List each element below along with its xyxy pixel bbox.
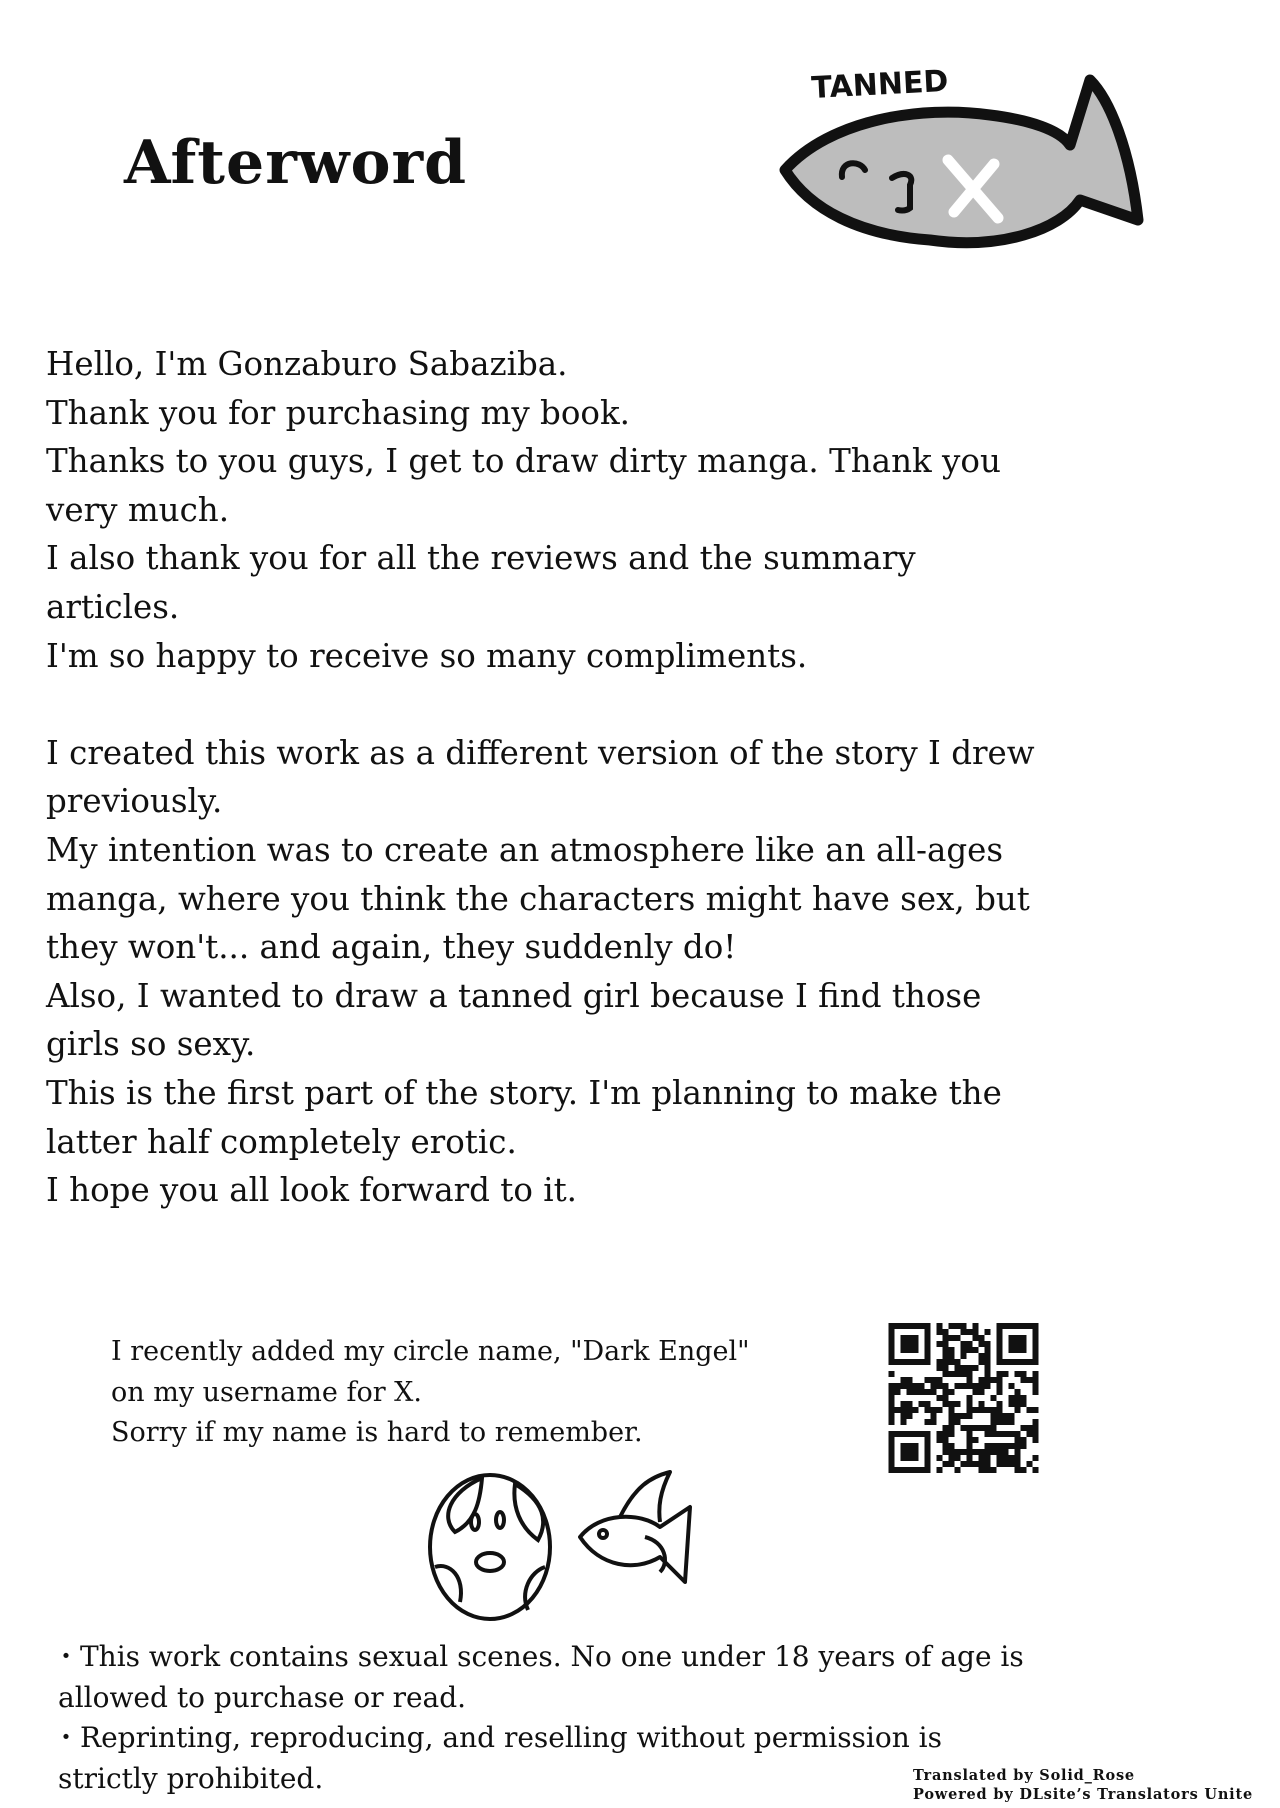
qr-module: [991, 1395, 997, 1401]
qr-module: [949, 1419, 955, 1425]
qr-module: [967, 1365, 973, 1371]
qr-module: [991, 1443, 997, 1449]
qr-module: [979, 1425, 985, 1431]
qr-module: [931, 1377, 937, 1383]
qr-module: [1015, 1467, 1021, 1473]
qr-module: [895, 1407, 901, 1413]
tanned-fish-illustration: [770, 60, 1150, 270]
qr-module: [961, 1329, 967, 1335]
qr-module: [1021, 1437, 1027, 1443]
qr-module: [985, 1365, 991, 1371]
note-line: on my username for X.: [111, 1376, 422, 1408]
qr-module: [985, 1461, 991, 1467]
qr-module: [1021, 1401, 1027, 1407]
qr-module: [1009, 1335, 1027, 1353]
qr-module: [967, 1461, 973, 1467]
qr-module: [937, 1455, 943, 1461]
body-line: they won't... and again, they suddenly do!: [46, 928, 737, 967]
qr-module: [1003, 1371, 1009, 1377]
qr-code[interactable]: [888, 1323, 1039, 1473]
qr-module: [1033, 1383, 1039, 1389]
notices-line: allowed to purchase or read.: [58, 1680, 467, 1714]
qr-module: [955, 1359, 961, 1365]
qr-module: [997, 1431, 1003, 1437]
qr-module: [985, 1347, 991, 1353]
qr-module: [937, 1323, 943, 1329]
qr-module: [1003, 1419, 1009, 1425]
qr-module: [997, 1443, 1003, 1449]
qr-module: [1003, 1431, 1009, 1437]
credits-line: Translated by Solid_Rose: [913, 1767, 1135, 1784]
qr-module: [991, 1449, 997, 1455]
qr-module: [967, 1383, 973, 1389]
qr-module: [943, 1425, 949, 1431]
qr-module: [979, 1389, 985, 1395]
qr-module: [985, 1359, 991, 1365]
qr-module: [973, 1449, 979, 1455]
qr-module: [1015, 1389, 1021, 1395]
qr-module: [1033, 1389, 1039, 1395]
qr-module: [997, 1449, 1003, 1455]
qr-module: [1009, 1383, 1015, 1389]
qr-module: [973, 1347, 979, 1353]
qr-module: [949, 1431, 955, 1437]
qr-module: [1009, 1395, 1015, 1401]
qr-module: [955, 1467, 961, 1473]
qr-module: [1003, 1413, 1009, 1419]
qr-module: [955, 1419, 961, 1425]
qr-module: [1015, 1461, 1021, 1467]
qr-module: [1021, 1425, 1027, 1431]
qr-module: [943, 1401, 949, 1407]
qr-module: [967, 1437, 973, 1443]
qr-module: [979, 1455, 985, 1461]
body-line: latter half completely erotic.: [46, 1122, 517, 1161]
qr-module: [889, 1401, 895, 1407]
qr-module: [901, 1377, 907, 1383]
qr-module: [985, 1455, 991, 1461]
qr-module: [1027, 1461, 1033, 1467]
qr-module: [961, 1413, 967, 1419]
qr-module: [889, 1383, 895, 1389]
body-line: manga, where you think the characters might have sex, but: [46, 879, 1030, 918]
qr-module: [889, 1419, 895, 1425]
qr-module: [973, 1407, 979, 1413]
qr-module: [907, 1401, 913, 1407]
qr-module: [1033, 1419, 1039, 1425]
qr-module: [1015, 1371, 1021, 1377]
qr-module: [931, 1389, 937, 1395]
qr-module: [985, 1371, 991, 1377]
qr-module: [889, 1395, 895, 1401]
qr-module: [895, 1389, 901, 1395]
qr-module: [973, 1329, 979, 1335]
qr-module: [907, 1413, 913, 1419]
qr-module: [985, 1383, 991, 1389]
qr-module: [1021, 1371, 1027, 1377]
qr-module: [979, 1377, 985, 1383]
notices-line: ・This work contains sexual scenes. No one under 18 years of age is: [52, 1640, 1024, 1673]
qr-module: [961, 1341, 967, 1347]
qr-module: [1021, 1467, 1027, 1473]
qr-module: [961, 1323, 967, 1329]
qr-module: [967, 1407, 973, 1413]
qr-module: [1009, 1431, 1015, 1437]
qr-module: [889, 1407, 895, 1413]
qr-module: [943, 1389, 949, 1395]
note-line: Sorry if my name is hard to remember.: [111, 1417, 643, 1448]
qr-module: [907, 1389, 913, 1395]
qr-module: [1033, 1377, 1039, 1383]
qr-module: [1021, 1443, 1027, 1449]
qr-module: [997, 1461, 1003, 1467]
qr-module: [967, 1413, 973, 1419]
qr-module: [967, 1431, 973, 1437]
qr-module: [889, 1371, 895, 1377]
qr-module: [943, 1431, 949, 1437]
qr-module: [1033, 1425, 1039, 1431]
qr-module: [889, 1389, 895, 1395]
qr-module: [1009, 1419, 1015, 1425]
qr-module: [961, 1347, 967, 1353]
qr-module: [985, 1431, 991, 1437]
qr-module: [985, 1425, 991, 1431]
qr-module: [931, 1413, 937, 1419]
qr-module: [949, 1359, 955, 1365]
qr-module: [913, 1407, 919, 1413]
qr-module: [955, 1401, 961, 1407]
qr-module: [1033, 1371, 1039, 1377]
qr-module: [1033, 1455, 1039, 1461]
qr-module: [967, 1329, 973, 1335]
qr-module: [985, 1341, 991, 1347]
qr-module: [1015, 1449, 1021, 1455]
qr-module: [961, 1383, 967, 1389]
qr-module: [1015, 1431, 1021, 1437]
qr-module: [1033, 1437, 1039, 1443]
qr-module: [955, 1323, 961, 1329]
qr-module: [943, 1461, 949, 1467]
qr-module: [1009, 1413, 1015, 1419]
qr-module: [937, 1467, 943, 1473]
qr-module: [967, 1455, 973, 1461]
qr-module: [979, 1359, 985, 1365]
qr-module: [937, 1359, 943, 1365]
qr-module: [1009, 1401, 1015, 1407]
qr-module: [901, 1407, 907, 1413]
qr-module: [1033, 1431, 1039, 1437]
qr-module: [997, 1389, 1003, 1395]
qr-module: [961, 1461, 967, 1467]
qr-module: [889, 1413, 895, 1419]
qr-module: [979, 1449, 985, 1455]
qr-module: [967, 1449, 973, 1455]
qr-module: [985, 1353, 991, 1359]
qr-module: [961, 1353, 967, 1359]
qr-module: [949, 1449, 955, 1455]
qr-module: [973, 1461, 979, 1467]
qr-module: [919, 1383, 925, 1389]
qr-module: [997, 1401, 1003, 1407]
qr-module: [907, 1377, 913, 1383]
qr-module: [1033, 1407, 1039, 1413]
qr-module: [997, 1407, 1003, 1413]
qr-module: [907, 1407, 913, 1413]
qr-module: [949, 1353, 955, 1359]
qr-module: [943, 1365, 949, 1371]
credits-line: Powered by DLsite’s Translators Unite: [913, 1786, 1253, 1803]
qr-module: [949, 1413, 955, 1419]
qr-module: [985, 1443, 991, 1449]
egg-doodle: [430, 1475, 550, 1619]
qr-module: [955, 1365, 961, 1371]
qr-module: [1027, 1431, 1033, 1437]
qr-module: [943, 1341, 949, 1347]
body-line: I created this work as a different version of the story I drew: [46, 733, 1035, 772]
body-line: Also, I wanted to draw a tanned girl because I find those: [46, 976, 982, 1015]
qr-module: [1027, 1425, 1033, 1431]
body-line: My intention was to create an atmosphere like an all-ages: [46, 831, 1004, 869]
qr-module: [943, 1383, 949, 1389]
qr-module: [943, 1371, 949, 1377]
qr-module: [937, 1407, 943, 1413]
qr-module: [967, 1341, 973, 1347]
qr-module: [895, 1383, 901, 1389]
qr-module: [985, 1449, 991, 1455]
qr-module: [937, 1383, 943, 1389]
qr-module: [991, 1419, 997, 1425]
body-line: girls so sexy.: [46, 1025, 256, 1064]
qr-module: [1021, 1377, 1027, 1383]
qr-module: [919, 1389, 925, 1395]
qr-module: [991, 1431, 997, 1437]
qr-module: [967, 1425, 973, 1431]
qr-module: [949, 1347, 955, 1353]
qr-module: [979, 1335, 985, 1341]
qr-module: [955, 1371, 961, 1377]
notices-line: strictly prohibited.: [58, 1761, 324, 1795]
qr-module: [973, 1323, 979, 1329]
qr-module: [901, 1443, 919, 1461]
qr-module: [967, 1395, 973, 1401]
qr-module: [967, 1401, 973, 1407]
qr-module: [1009, 1461, 1015, 1467]
qr-module: [943, 1395, 949, 1401]
qr-module: [979, 1461, 985, 1467]
qr-module: [961, 1371, 967, 1377]
qr-module: [955, 1413, 961, 1419]
qr-module: [967, 1347, 973, 1353]
body-line: Thanks to you guys, I get to draw dirty manga. Thank you: [46, 442, 1001, 481]
qr-module: [943, 1443, 949, 1449]
qr-module: [961, 1365, 967, 1371]
qr-module: [973, 1365, 979, 1371]
qr-module: [973, 1437, 979, 1443]
qr-module: [907, 1383, 913, 1389]
qr-module: [961, 1425, 967, 1431]
qr-module: [979, 1383, 985, 1389]
qr-module: [949, 1371, 955, 1377]
qr-module: [949, 1323, 955, 1329]
qr-module: [949, 1335, 955, 1341]
qr-module: [1003, 1449, 1009, 1455]
qr-module: [901, 1401, 907, 1407]
body-line: articles.: [46, 588, 180, 626]
qr-module: [1015, 1401, 1021, 1407]
qr-module: [979, 1353, 985, 1359]
qr-module: [925, 1419, 931, 1425]
body-line: Hello, I'm Gonzaburo Sabaziba.: [46, 345, 568, 383]
qr-module: [925, 1377, 931, 1383]
qr-module: [943, 1437, 949, 1443]
qr-module: [985, 1467, 991, 1473]
qr-module: [991, 1467, 997, 1473]
qr-module: [967, 1371, 973, 1377]
qr-module: [1003, 1443, 1009, 1449]
qr-module: [985, 1407, 991, 1413]
qr-module: [979, 1401, 985, 1407]
qr-module: [943, 1353, 949, 1359]
qr-module: [937, 1341, 943, 1347]
qr-module: [937, 1377, 943, 1383]
qr-module: [949, 1401, 955, 1407]
qr-module: [1033, 1467, 1039, 1473]
qr-module: [991, 1413, 997, 1419]
qr-module: [949, 1425, 955, 1431]
qr-module: [997, 1383, 1003, 1389]
note-line: I recently added my circle name, "Dark Engel": [111, 1336, 750, 1367]
qr-module: [937, 1395, 943, 1401]
qr-module: [973, 1389, 979, 1395]
qr-module: [937, 1365, 943, 1371]
doodles-illustration: [420, 1462, 700, 1627]
qr-module: [1027, 1407, 1033, 1413]
page-title: Afterword: [124, 128, 468, 198]
body-line: I also thank you for all the reviews and the summary: [46, 539, 916, 578]
qr-module: [925, 1389, 931, 1395]
qr-module: [943, 1335, 949, 1341]
qr-module: [1015, 1437, 1021, 1443]
body-line: very much.: [46, 490, 230, 529]
qr-module: [943, 1359, 949, 1365]
qr-module: [1021, 1395, 1027, 1401]
qr-module: [949, 1443, 955, 1449]
qr-module: [997, 1455, 1003, 1461]
qr-module: [1015, 1455, 1021, 1461]
qr-module: [955, 1383, 961, 1389]
qr-module: [931, 1419, 937, 1425]
body-line: I hope you all look forward to it.: [46, 1171, 578, 1210]
qr-module: [1015, 1443, 1021, 1449]
qr-module: [997, 1419, 1003, 1425]
qr-module: [937, 1329, 943, 1335]
qr-module: [931, 1407, 937, 1413]
qr-module: [973, 1425, 979, 1431]
qr-module: [937, 1431, 943, 1437]
qr-module: [901, 1383, 907, 1389]
qr-module: [997, 1413, 1003, 1419]
fish-label: TANNED: [810, 63, 950, 106]
qr-module: [901, 1413, 907, 1419]
qr-module: [1027, 1377, 1033, 1383]
qr-module: [991, 1425, 997, 1431]
qr-module: [949, 1407, 955, 1413]
body-line: I'm so happy to receive so many compliments.: [46, 636, 808, 675]
body-line: This is the first part of the story. I'm planning to make the: [46, 1074, 1002, 1112]
qr-module: [1009, 1455, 1015, 1461]
qr-module: [997, 1377, 1003, 1383]
qr-module: [985, 1377, 991, 1383]
qr-module: [919, 1401, 925, 1407]
qr-module: [943, 1449, 949, 1455]
qr-module: [991, 1407, 997, 1413]
qr-module: [991, 1377, 997, 1383]
qr-module: [967, 1377, 973, 1383]
small-fish-doodle: [580, 1472, 690, 1582]
qr-module: [955, 1335, 961, 1341]
qr-module: [1009, 1443, 1015, 1449]
qr-module: [967, 1443, 973, 1449]
qr-module: [931, 1383, 937, 1389]
qr-module: [1015, 1407, 1021, 1413]
qr-module: [943, 1347, 949, 1353]
qr-module: [937, 1437, 943, 1443]
body-line: Thank you for purchasing my book.: [46, 393, 630, 432]
qr-module: [949, 1389, 955, 1395]
body-line: previously.: [46, 782, 223, 821]
qr-module: [943, 1329, 949, 1335]
qr-module: [913, 1383, 919, 1389]
qr-module: [979, 1467, 985, 1473]
qr-module: [949, 1461, 955, 1467]
qr-module: [961, 1449, 967, 1455]
qr-module: [1003, 1461, 1009, 1467]
qr-module: [901, 1419, 907, 1425]
qr-module: [901, 1335, 919, 1353]
qr-module: [985, 1329, 991, 1335]
qr-module: [1003, 1455, 1009, 1461]
qr-module: [955, 1455, 961, 1461]
qr-module: [925, 1401, 931, 1407]
qr-module: [979, 1341, 985, 1347]
qr-module: [955, 1449, 961, 1455]
qr-module: [997, 1371, 1003, 1377]
qr-module: [973, 1383, 979, 1389]
qr-module: [913, 1389, 919, 1395]
qr-module: [979, 1407, 985, 1413]
qr-module: [973, 1335, 979, 1341]
qr-module: [925, 1407, 931, 1413]
qr-module: [1015, 1395, 1021, 1401]
notices-line: ・Reprinting, reproducing, and reselling without permission is: [52, 1721, 942, 1754]
qr-module: [949, 1455, 955, 1461]
